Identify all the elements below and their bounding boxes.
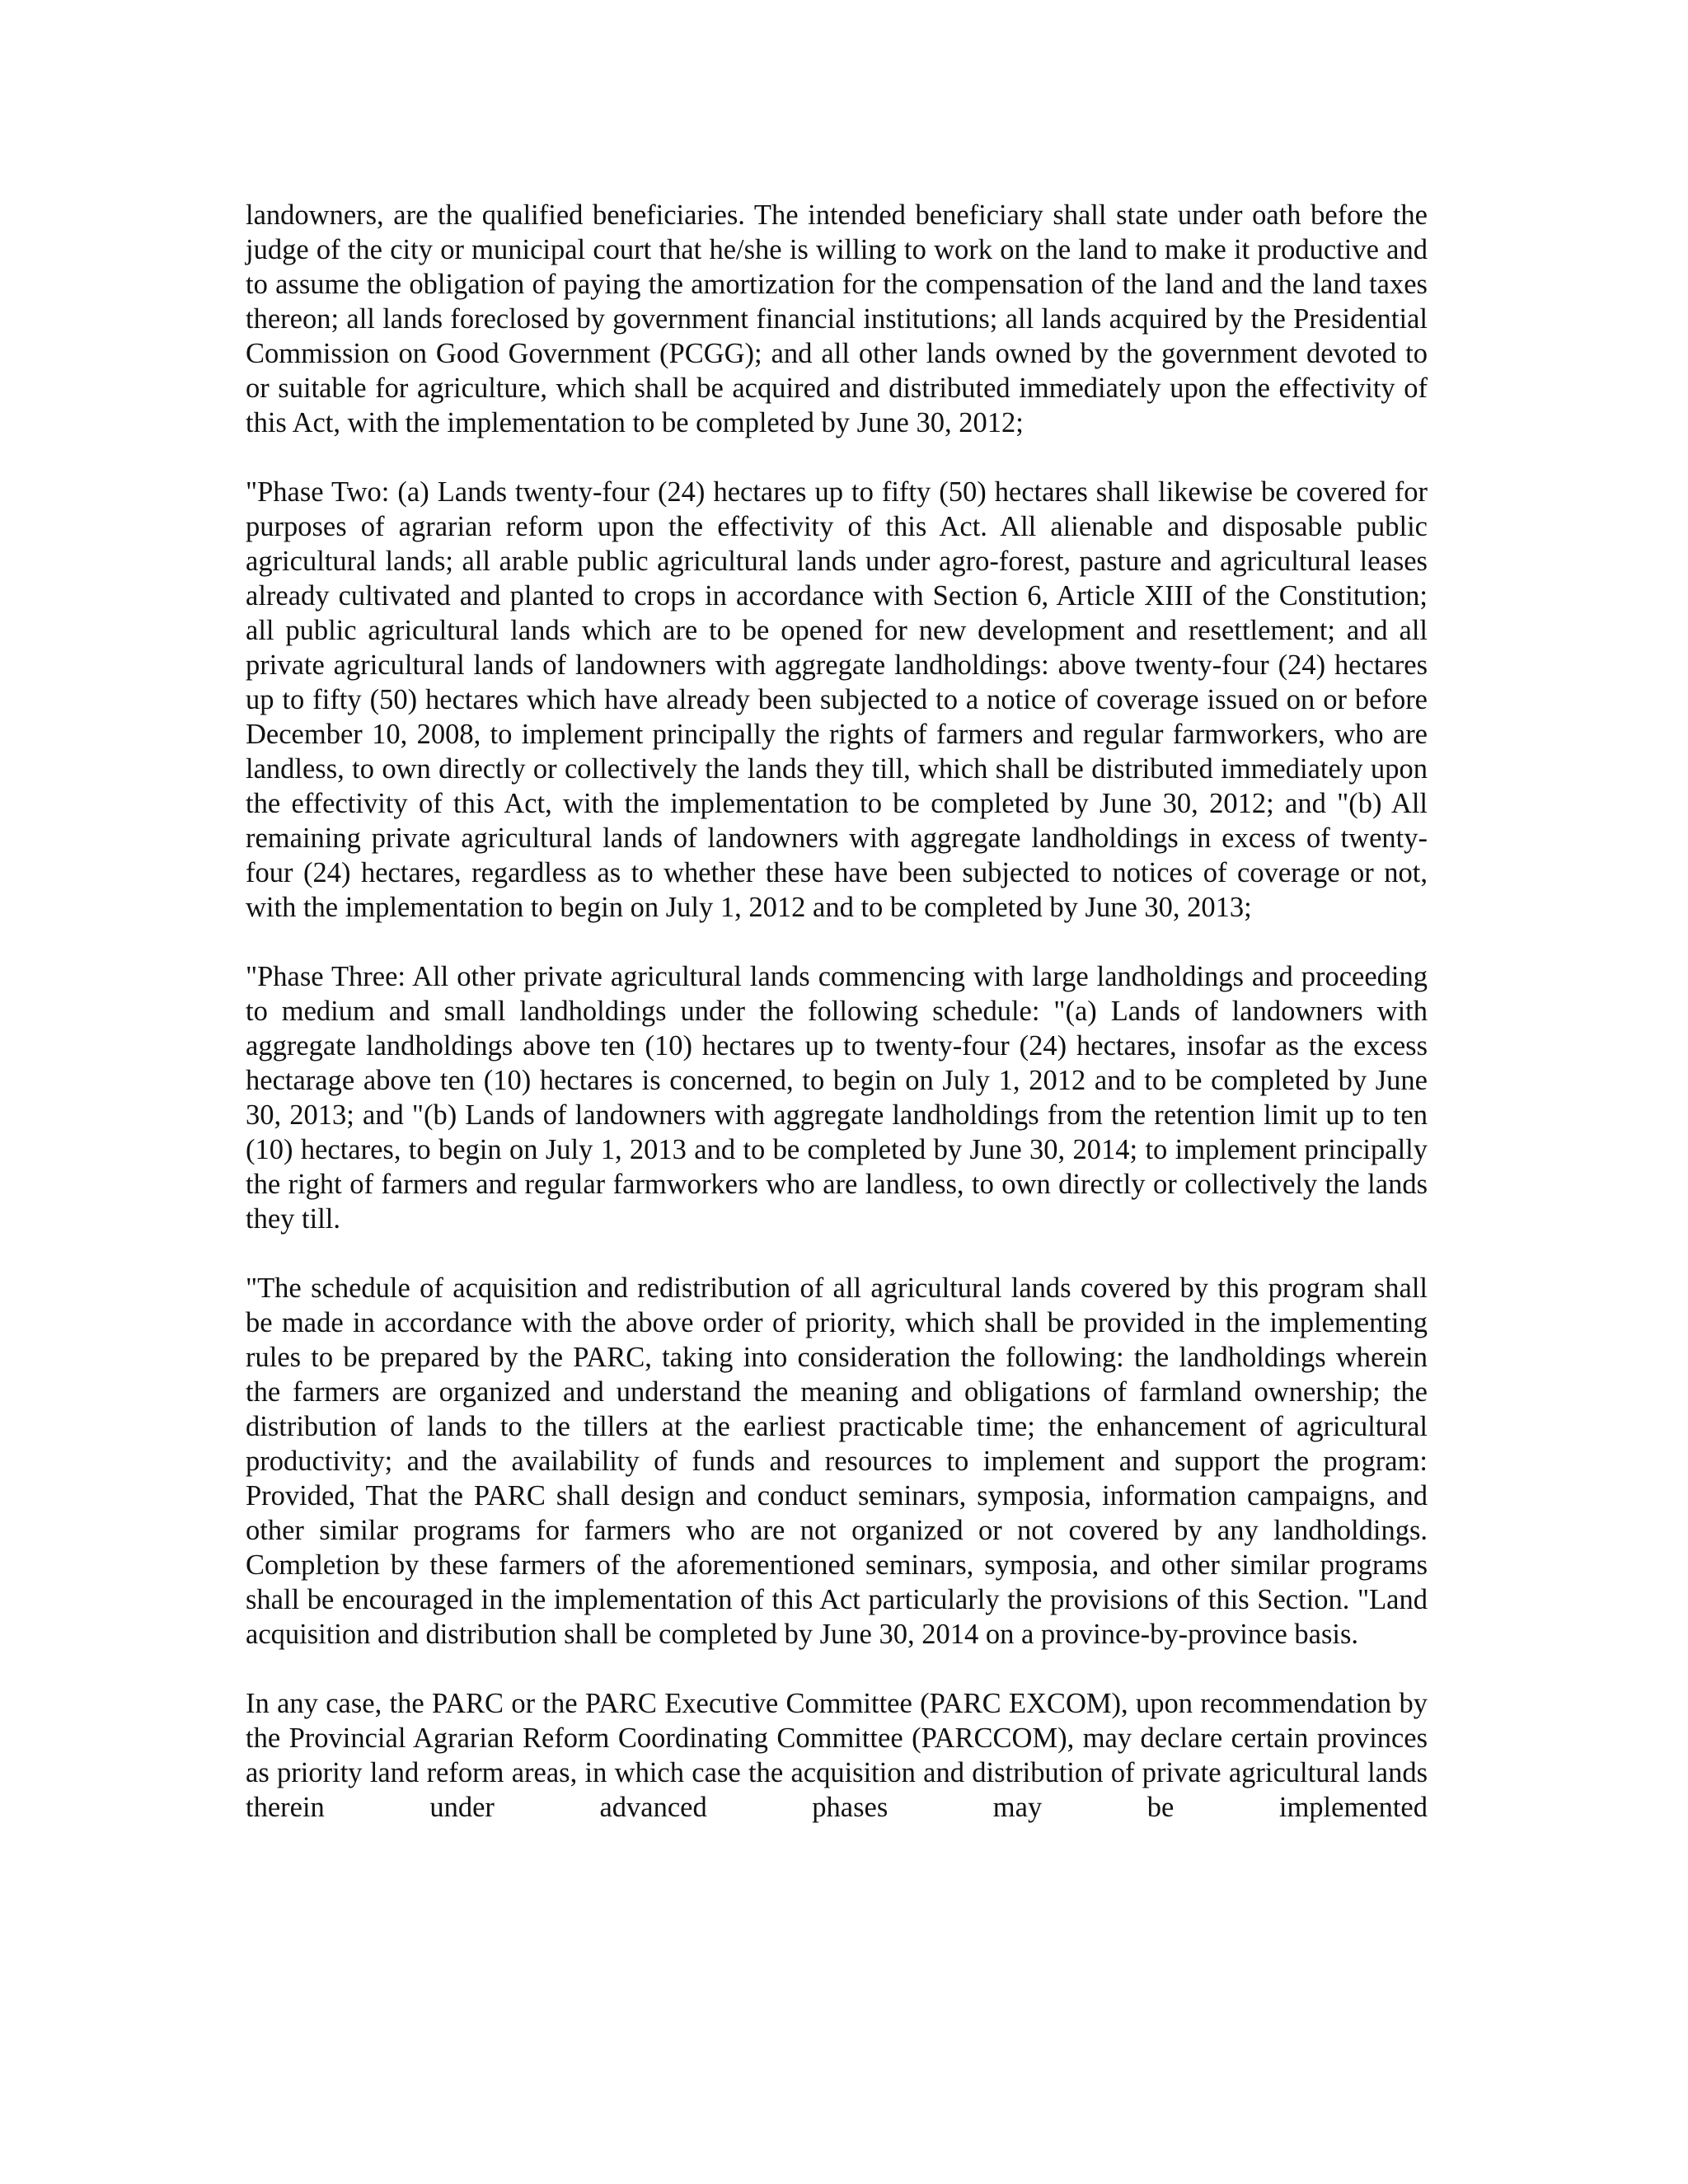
paragraph-phase-two: "Phase Two: (a) Lands twenty-four (24) hectares up to fifty (50) hectares shall likewise be covered for purposes of agrarian reform upon the effectivity of this Act. All alienable and disposable public agricultural lands; all arable public agricultural lands under agro-forest, pasture and agricultural leases already cultivated and planted to crops in accordance with Section 6, Article XIII of the Constitution; all public agricultural lands which are to be opened for new development and resettlement; and all private agricultural lands of landowners with aggregate landholdings: above twenty-four (24) hectares up to fifty (50) hectares which have already been subjected to a notice of coverage issued on or before December 10, 2008, to implement principally the rights of farmers and regular farmworkers, who are landless, to own directly or collectively the lands they till, which shall be distributed immediately upon the effectivity of this Act, with the implementation to be completed by June 30, 2012; and "(b) All remaining private agricultural lands of landowners with aggregate landholdings in excess of twenty-four (24) hectares, regardless as to whether these have been subjected to notices of coverage or not, with the implementation to begin on July 1, 2012 and to be completed by June 30, 2013; [246, 476, 1428, 923]
document-body [246, 198, 1428, 1825]
paragraph-schedule: "The schedule of acquisition and redistribution of all agricultural lands covered by this program shall be made in accordance with the above order of priority, which shall be provided in the implementing rules to be prepared by the PARC, taking into consideration the following: the landholdings wherein the farmers are organized and understand the meaning and obligations of farmland ownership; the distribution of lands to the tillers at the earliest practicable time; the enhancement of agricultural productivity; and the availability of funds and resources to implement and support the program: Provided, That the PARC shall design and conduct seminars, symposia, information campaigns, and other similar programs for farmers who are not organized or not covered by any landholdings. Completion by these farmers of the aforementioned seminars, symposia, and other similar programs shall be encouraged in the implementation of this Act particularly the provisions of this Section. "Land acquisition and distribution shall be completed by June 30, 2014 on a province-by-province basis. [246, 1272, 1428, 1650]
paragraph-beneficiaries: landowners, are the qualified beneficiaries. The intended beneficiary shall state under oath before the judge of the city or municipal court that he/she is willing to work on the land to make it productive and to assume the obligation of paying the amortization for the compensation of the land and the land taxes thereon; all lands foreclosed by government financial institutions; all lands acquired by the Presidential Commission on Good Government (PCGG); and all other lands owned by the government devoted to or suitable for agriculture, which shall be acquired and distributed immediately upon the effectivity of this Act, with the implementation to be completed by June 30, 2012; [246, 199, 1428, 438]
paragraph-phase-three: "Phase Three: All other private agricultural lands commencing with large landholdings and proceeding to medium and small landholdings under the following schedule: "(a) Lands of landowners with aggregate landholdings above ten (10) hectares up to twenty-four (24) hectares, insofar as the excess hectarage above ten (10) hectares is concerned, to begin on July 1, 2012 and to be completed by June 30, 2013; and "(b) Lands of landowners with aggregate landholdings from the retention limit up to ten (10) hectares, to begin on July 1, 2013 and to be completed by June 30, 2014; to implement principally the right of farmers and regular farmworkers who are landless, to own directly or collectively the lands they till. [246, 961, 1428, 1235]
paragraph-priority-areas: In any case, the PARC or the PARC Executive Committee (PARC EXCOM), upon recommendation by the Provincial Agrarian Reform Coordinating Committee (PARCCOM), may declare certain provinces as priority land reform areas, in which case the acquisition and distribution of private agricultural lands therein under advanced phases may be implemented [246, 1688, 1428, 1823]
